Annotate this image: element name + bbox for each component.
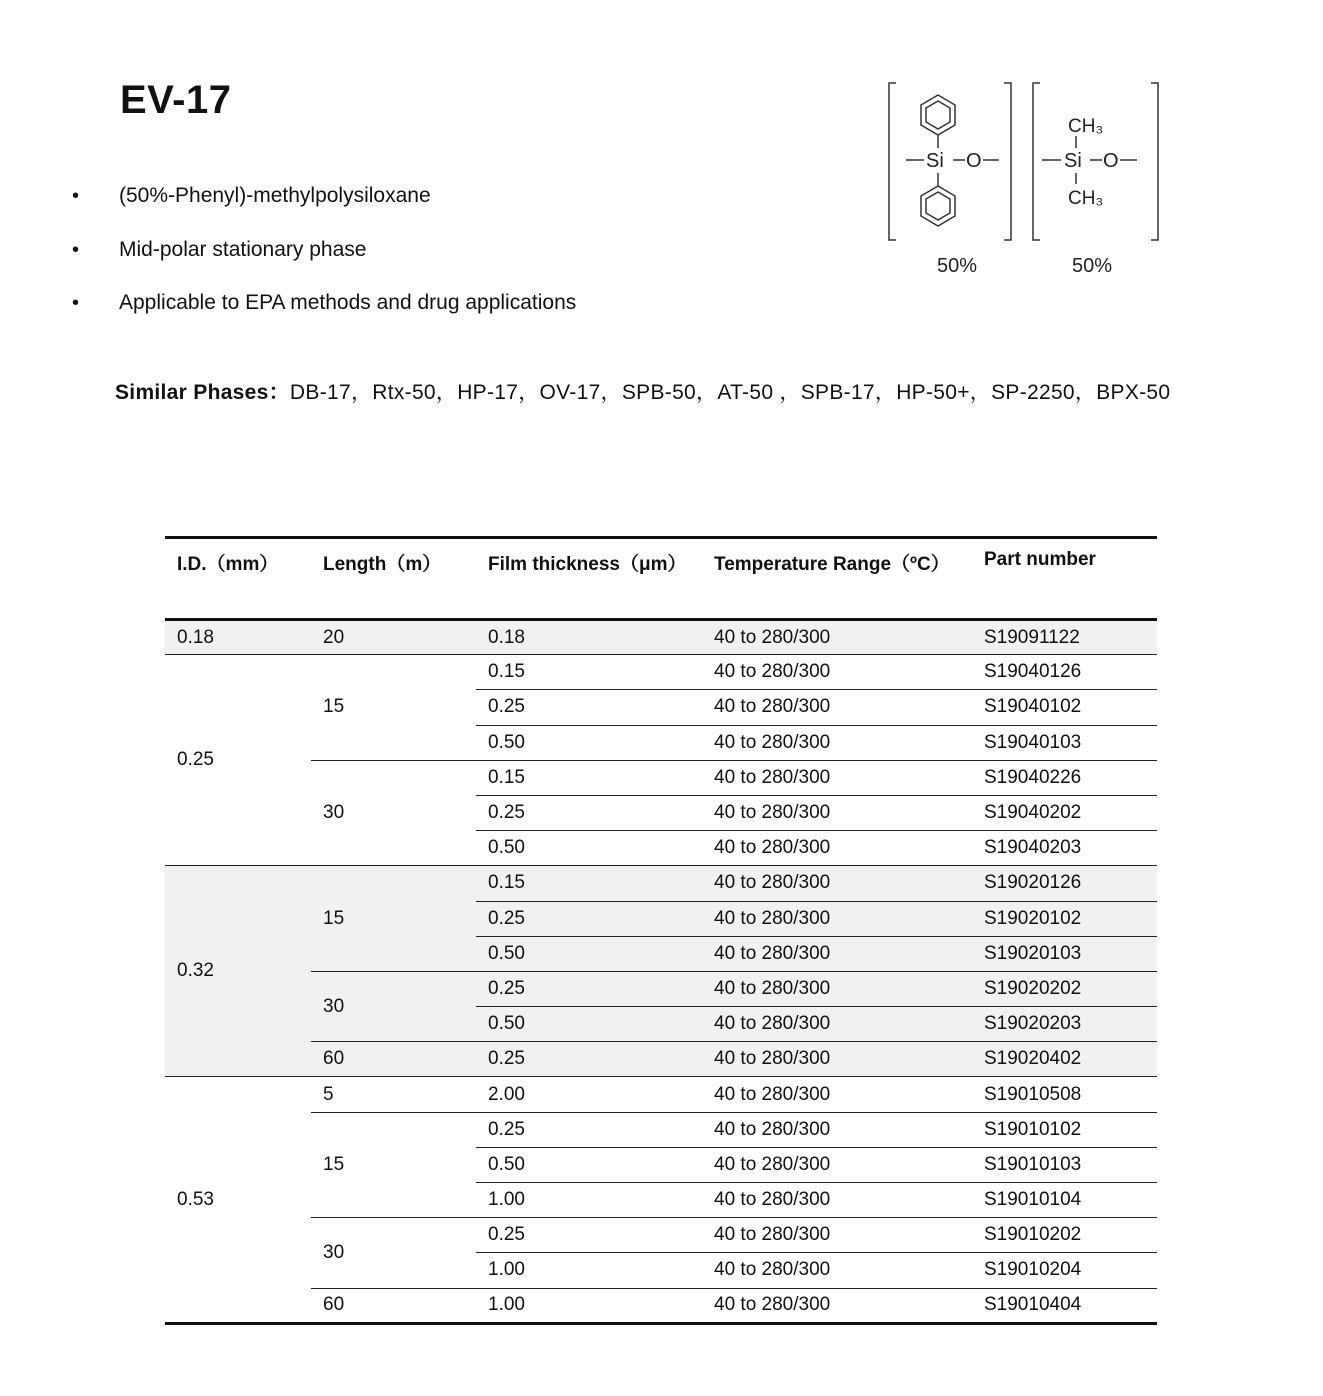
bracket-right-close [1151,83,1158,240]
feature-text: Mid-polar stationary phase [119,237,367,261]
chemical-structure [880,70,1170,290]
cell-part-number: S19010202 [972,1218,1157,1253]
cell-temperature-range: 40 to 280/300 [702,1253,972,1288]
table-row [165,1077,1157,1112]
methyl-group-label: CH₃ [1068,116,1104,137]
table-row [165,1042,1157,1077]
cell-film-thickness: 0.50 [476,1007,702,1042]
table-row [165,1112,1157,1147]
cell-film-thickness: 0.50 [476,725,702,760]
o-atom-label: O [1103,150,1119,172]
feature-list [0,178,760,339]
cell-part-number: S19020203 [972,1007,1157,1042]
cell-temperature-range: 40 to 280/300 [702,1112,972,1147]
table-row [165,971,1157,1006]
cell-temperature-range: 40 to 280/300 [702,1218,972,1253]
cell-film-thickness: 0.15 [476,760,702,795]
cell-id: 0.53 [165,1077,311,1323]
cell-temperature-range: 40 to 280/300 [702,655,972,690]
cell-length: 15 [311,655,476,761]
specifications-table-container [165,536,1157,1325]
cell-film-thickness: 0.25 [476,1218,702,1253]
cell-part-number: S19010104 [972,1183,1157,1218]
cell-length: 30 [311,760,476,866]
cell-length: 60 [311,1288,476,1323]
feature-item [0,178,760,232]
cell-length: 30 [311,971,476,1041]
cell-part-number: S19020402 [972,1042,1157,1077]
cell-temperature-range: 40 to 280/300 [702,760,972,795]
cell-temperature-range: 40 to 280/300 [702,866,972,901]
feature-text: Applicable to EPA methods and drug applications [119,291,577,314]
bullet-icon: • [72,238,80,261]
cell-temperature-range: 40 to 280/300 [702,795,972,830]
cell-temperature-range: 40 to 280/300 [702,971,972,1006]
cell-film-thickness: 2.00 [476,1077,702,1112]
table-row [165,655,1157,690]
feature-text: (50%-Phenyl)-methylpolysiloxane [119,184,431,207]
bullet-icon: • [72,292,80,314]
cell-part-number: S19010508 [972,1077,1157,1112]
si-atom-label: Si [1064,150,1082,172]
cell-film-thickness: 0.25 [476,971,702,1006]
cell-part-number: S19040102 [972,690,1157,725]
cell-part-number: S19010103 [972,1147,1157,1182]
table-row [165,760,1157,795]
cell-film-thickness: 0.25 [476,795,702,830]
cell-temperature-range: 40 to 280/300 [702,1042,972,1077]
feature-item [0,285,760,339]
left-unit-percent: 50% [937,255,978,277]
cell-temperature-range: 40 to 280/300 [702,936,972,971]
cell-part-number: S19010204 [972,1253,1157,1288]
similar-phases-value: DB-17，Rtx-50，HP-17，OV-17，SPB-50，AT-50 ，SPB-17，HP-50+，SP-2250，BPX-50 [289,381,1171,404]
cell-film-thickness: 1.00 [476,1253,702,1288]
cell-length: 5 [311,1077,476,1112]
cell-film-thickness: 0.50 [476,831,702,866]
bracket-right-open [1033,83,1040,240]
cell-temperature-range: 40 to 280/300 [702,690,972,725]
cell-temperature-range: 40 to 280/300 [702,831,972,866]
cell-id: 0.18 [165,620,311,655]
cell-temperature-range: 40 to 280/300 [702,1183,972,1218]
specifications-table [165,536,1157,1325]
cell-film-thickness: 0.25 [476,690,702,725]
cell-temperature-range: 40 to 280/300 [702,620,972,655]
cell-part-number: S19040203 [972,831,1157,866]
cell-length: 15 [311,1112,476,1218]
chemical-structure-diagram [880,70,1170,285]
cell-temperature-range: 40 to 280/300 [702,1077,972,1112]
right-unit-percent: 50% [1072,255,1113,277]
similar-phases-label: Similar Phases： [115,381,290,404]
table-row [165,1288,1157,1323]
cell-id: 0.25 [165,655,311,866]
cell-temperature-range: 40 to 280/300 [702,901,972,936]
cell-film-thickness: 1.00 [476,1288,702,1323]
cell-temperature-range: 40 to 280/300 [702,1288,972,1323]
bracket-left-open [889,83,896,240]
bracket-left-close [1004,83,1011,240]
column-header-id: I.D.（mm） [177,554,279,575]
cell-temperature-range: 40 to 280/300 [702,725,972,760]
column-header-length: Length（m） [323,554,442,575]
cell-part-number: S19010102 [972,1112,1157,1147]
column-header-temperature: Temperature Range（ºC） [714,554,950,575]
cell-film-thickness: 0.15 [476,866,702,901]
cell-part-number: S19020102 [972,901,1157,936]
table-body [165,620,1157,1324]
table-row [165,620,1157,655]
methyl-group-label: CH₃ [1068,188,1104,209]
cell-part-number: S19020103 [972,936,1157,971]
cell-length: 20 [311,620,476,655]
cell-part-number: S19010404 [972,1288,1157,1323]
bullet-icon: • [72,185,80,207]
cell-part-number: S19040126 [972,655,1157,690]
cell-film-thickness: 0.50 [476,1147,702,1182]
cell-film-thickness: 0.25 [476,1042,702,1077]
column-header-film: Film thickness（μm） [488,554,687,575]
cell-part-number: S19020126 [972,866,1157,901]
feature-item [0,232,760,286]
cell-temperature-range: 40 to 280/300 [702,1007,972,1042]
cell-length: 30 [311,1218,476,1288]
column-header-part-number: Part number [984,549,1096,570]
cell-length: 15 [311,866,476,972]
cell-film-thickness: 0.25 [476,1112,702,1147]
cell-film-thickness: 0.15 [476,655,702,690]
cell-length: 60 [311,1042,476,1077]
o-atom-label: O [966,150,982,172]
cell-film-thickness: 0.25 [476,901,702,936]
cell-part-number: S19040202 [972,795,1157,830]
cell-part-number: S19040226 [972,760,1157,795]
cell-part-number: S19040103 [972,725,1157,760]
cell-film-thickness: 1.00 [476,1183,702,1218]
similar-phases [115,376,1170,406]
table-header [165,538,1157,620]
cell-part-number: S19091122 [972,620,1157,655]
page-title: EV-17 [120,78,232,122]
si-atom-label: Si [926,150,944,172]
table-row [165,1218,1157,1253]
cell-id: 0.32 [165,866,311,1077]
cell-part-number: S19020202 [972,971,1157,1006]
table-row [165,866,1157,901]
cell-film-thickness: 0.50 [476,936,702,971]
cell-film-thickness: 0.18 [476,620,702,655]
cell-temperature-range: 40 to 280/300 [702,1147,972,1182]
header-row [165,538,1157,620]
